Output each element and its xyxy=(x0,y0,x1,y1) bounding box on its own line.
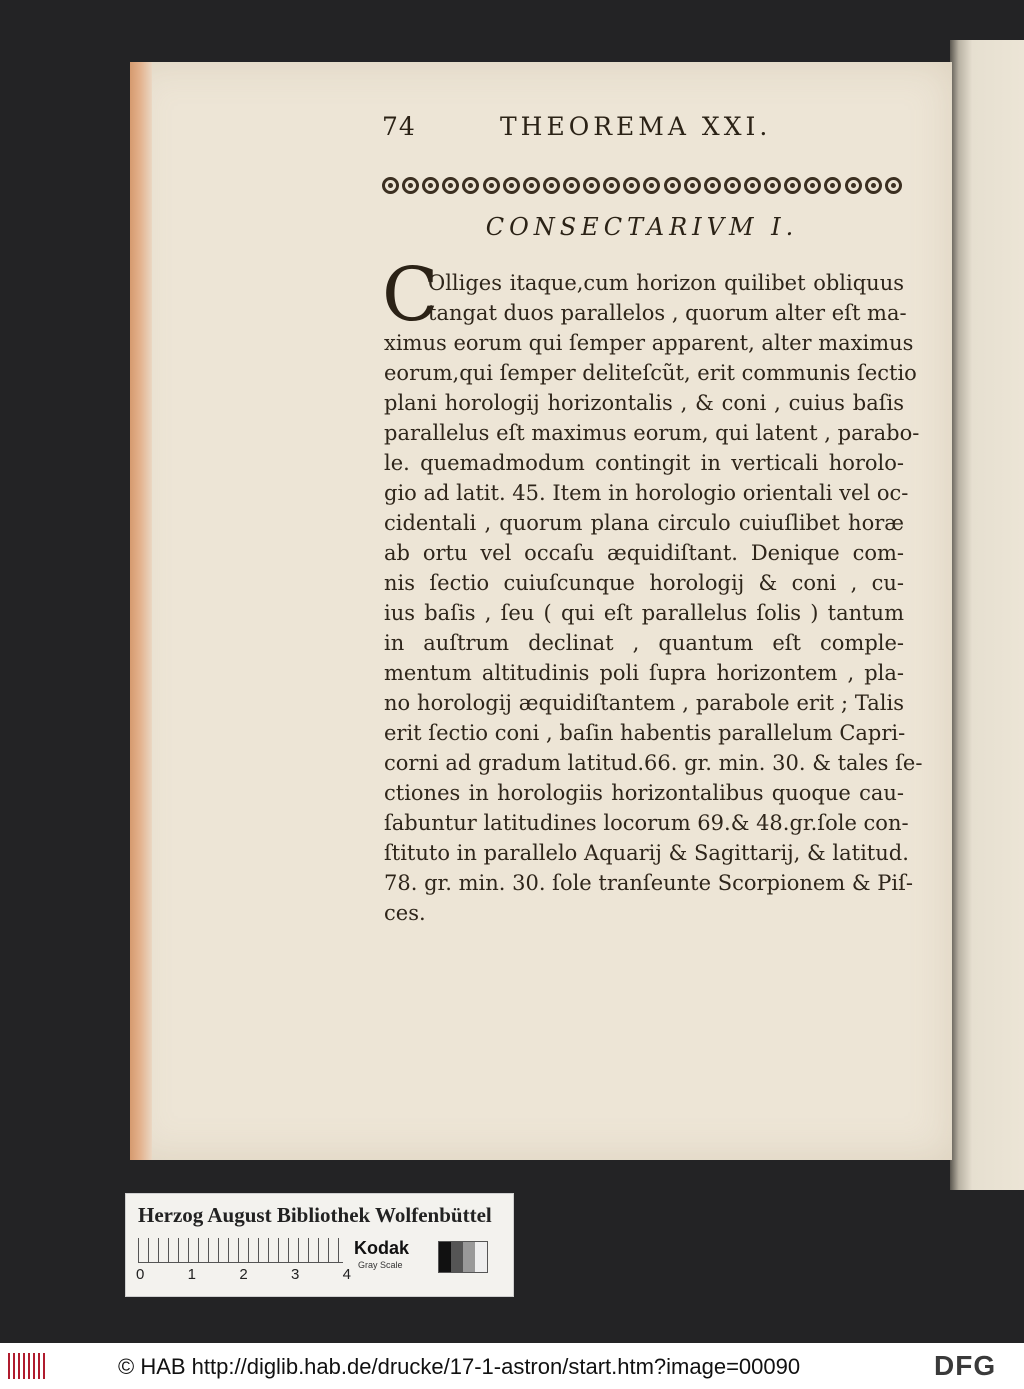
text-line: parallelus eſt maximus eorum, qui latent , parabo- xyxy=(384,421,920,445)
drop-cap: C xyxy=(382,252,439,338)
ornament-swirl-icon xyxy=(442,177,459,194)
footer-copyright-link[interactable]: © HAB http://diglib.hab.de/drucke/17-1-astron/start.htm?image=00090 xyxy=(118,1354,801,1379)
text-line: ius baſis , ſeu ( qui eſt parallelus ſolis ) tantum xyxy=(384,601,904,625)
ornament-swirl-icon xyxy=(764,177,781,194)
ornament-swirl-icon xyxy=(704,177,721,194)
ornament-swirl-icon xyxy=(402,177,419,194)
text-line: ſtituto in parallelo Aquarij & Sagittarij, & latitud. xyxy=(384,841,909,865)
text-line: 78. gr. min. 30. ſole tranſeunte Scorpionem & Piſ- xyxy=(384,871,913,895)
ornament-swirl-icon xyxy=(865,177,882,194)
text-line: gio ad latit. 45. Item in horologio orientali vel oc- xyxy=(384,481,909,505)
ornament-swirl-icon xyxy=(483,177,500,194)
ruler-label: 0 xyxy=(136,1266,145,1283)
ornament-swirl-icon xyxy=(784,177,801,194)
text-line: ctiones in horologiis horizontalibus quoque cau- xyxy=(384,781,904,805)
ornament-swirl-icon xyxy=(885,177,902,194)
footer-bar xyxy=(0,1343,1024,1389)
hab-logo-icon xyxy=(8,1353,48,1379)
text-line: in auſtrum declinat , quantum eſt comple- xyxy=(384,631,904,655)
text-line: corni ad gradum latitud.66. gr. min. 30. & tales ſe- xyxy=(384,751,923,775)
ornament-swirl-icon xyxy=(664,177,681,194)
text-line: mentum altitudinis poli ſupra horizontem , pla- xyxy=(384,661,904,685)
text-line: ab ortu vel occaſu æquidiſtant. Denique com- xyxy=(384,541,904,565)
gray-scale-label: Gray Scale xyxy=(358,1260,403,1270)
ornament-swirl-icon xyxy=(804,177,821,194)
ornament-swirl-icon xyxy=(382,177,399,194)
body-text xyxy=(384,268,923,928)
ruler-label: 1 xyxy=(187,1266,196,1283)
page-edge-stain xyxy=(130,62,152,1160)
library-name: Herzog August Bibliothek Wolfenbüttel xyxy=(138,1203,492,1227)
ornament-swirl-icon xyxy=(603,177,620,194)
measurement-ruler xyxy=(138,1238,343,1263)
ornament-swirl-icon xyxy=(724,177,741,194)
ornament-swirl-icon xyxy=(684,177,701,194)
ornament-swirl-icon xyxy=(523,177,540,194)
ornament-swirl-icon xyxy=(643,177,660,194)
ruler-label: 3 xyxy=(290,1266,300,1283)
running-head xyxy=(382,112,802,148)
text-line: cidentali , quorum plana circulo cuiuſlibet horæ xyxy=(384,511,904,535)
ornament-swirl-icon xyxy=(744,177,761,194)
ornament-swirl-icon xyxy=(824,177,841,194)
gray-swatches xyxy=(438,1241,488,1273)
ruler-label: 2 xyxy=(239,1266,248,1283)
text-line: le. quemadmodum contingit in verticali horolo- xyxy=(384,451,904,475)
text-line: ces. xyxy=(384,901,426,925)
text-line: ximus eorum qui ſemper apparent, alter maximus xyxy=(384,331,914,355)
text-line: tangat duos parallelos , quorum alter eſt ma- xyxy=(428,301,907,325)
color-target-card xyxy=(125,1193,514,1297)
text-line: eorum,qui ſemper deliteſcũt, erit communis ſectio xyxy=(384,361,917,385)
text-line: no horologij æquidiſtantem , parabole erit ; Talis xyxy=(384,691,904,715)
ruler-label: 4 xyxy=(342,1266,351,1283)
ornament-swirl-icon xyxy=(563,177,580,194)
dfg-logo: DFG xyxy=(934,1350,997,1381)
ornament-swirl-icon xyxy=(422,177,439,194)
header-title: THEOREMA XXI. xyxy=(500,112,772,141)
ruler-labels xyxy=(136,1266,351,1283)
text-line: plani horologij horizontalis , & coni , cuius baſis xyxy=(384,391,904,415)
ornament-swirl-icon xyxy=(503,177,520,194)
ornament-swirl-icon xyxy=(583,177,600,194)
ornament-swirl-icon xyxy=(623,177,640,194)
text-line: nis ſectio cuiuſcunque horologij & coni , cu- xyxy=(384,571,904,595)
text-line: ſabuntur latitudines locorum 69.& 48.gr.ſole con- xyxy=(384,811,909,835)
ornament-swirl-icon xyxy=(543,177,560,194)
ornamental-border xyxy=(382,172,902,198)
text-line: erit ſectio coni , baſin habentis parallelum Capri- xyxy=(384,721,906,745)
ornament-swirl-icon xyxy=(462,177,479,194)
text-line: Olliges itaque,cum horizon quilibet obliquus xyxy=(428,271,904,295)
section-title: CONSECTARIVM I. xyxy=(485,213,799,241)
facing-page-edge xyxy=(950,40,1024,1190)
kodak-logo: Kodak xyxy=(354,1238,410,1258)
page-number: 74 xyxy=(382,112,416,141)
ornament-swirl-icon xyxy=(845,177,862,194)
